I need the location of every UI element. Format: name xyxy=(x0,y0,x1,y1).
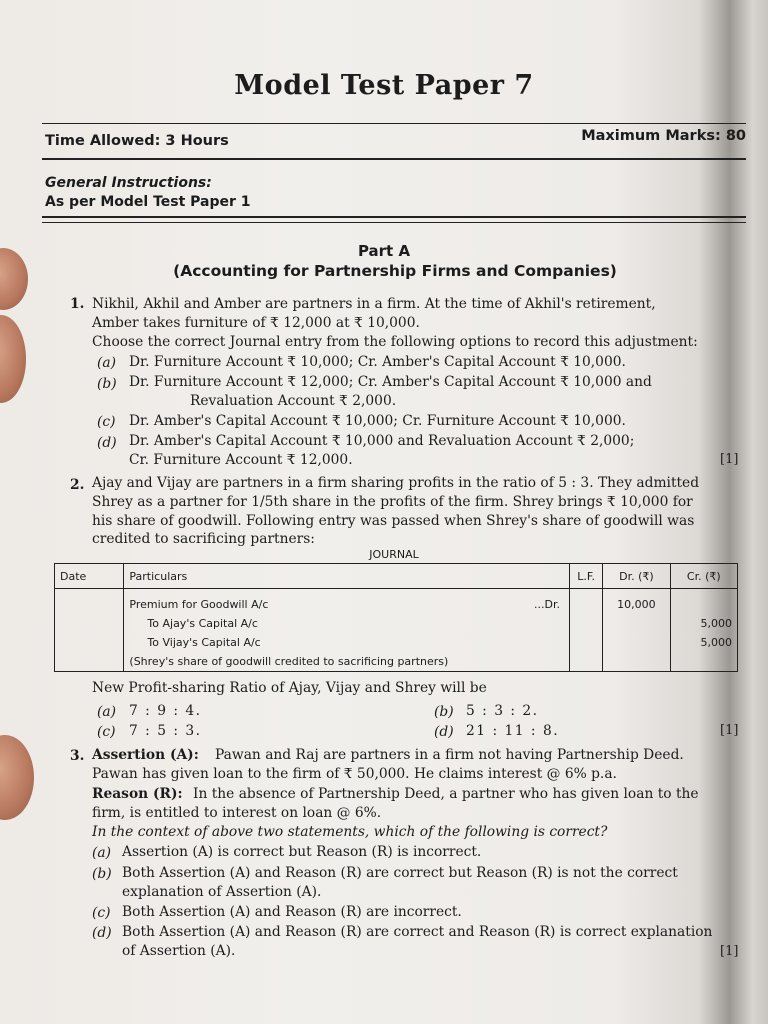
page-title: Model Test Paper 7 xyxy=(234,70,534,101)
finger-middle xyxy=(0,315,26,403)
journal-lf-cell xyxy=(570,589,603,672)
q3-option-b-label: (b) xyxy=(92,866,112,882)
q1-marks: [1] xyxy=(720,452,739,467)
q3-option-c: Both Assertion (A) and Reason (R) are incorrect. xyxy=(122,904,462,920)
q2-option-a: 7 : 9 : 4. xyxy=(129,703,202,719)
q3-number: 3. xyxy=(70,748,85,764)
q2-option-b: 5 : 3 : 2. xyxy=(466,703,539,719)
q1-option-b: Dr. Furniture Account ₹ 12,000; Cr. Amber's Capital Account ₹ 10,000 and xyxy=(129,374,652,390)
q1-option-d-label: (d) xyxy=(97,435,117,451)
q2-line: credited to sacrificing partners: xyxy=(92,531,315,547)
q3-assertion-label: Assertion (A): xyxy=(92,747,199,763)
q3-option-b: explanation of Assertion (A). xyxy=(122,884,322,900)
divider xyxy=(42,123,746,124)
q1-option-b-label: (b) xyxy=(97,376,117,392)
divider xyxy=(42,216,746,218)
q3-option-a-label: (a) xyxy=(92,845,111,861)
q1-option-c-label: (c) xyxy=(97,414,116,430)
part-label: Part A xyxy=(357,242,411,260)
q2-option-d-label: (d) xyxy=(434,724,454,740)
q2-option-c-label: (c) xyxy=(97,724,116,740)
general-instructions-label: General Instructions: xyxy=(45,175,212,191)
q3-assertion-line: Pawan has given loan to the firm of ₹ 50,000. He claims interest @ 6% p.a. xyxy=(92,766,617,782)
journal-cr-amount: 5,000 xyxy=(700,617,732,630)
journal-narration: (Shrey's share of goodwill credited to sacrificing partners) xyxy=(129,655,449,668)
q2-option-b-label: (b) xyxy=(434,704,454,720)
journal-caption: JOURNAL xyxy=(369,548,419,561)
q1-option-b: Revaluation Account ₹ 2,000. xyxy=(190,393,397,409)
journal-header-dr: Dr. (₹) xyxy=(603,564,670,589)
q3-option-d: Both Assertion (A) and Reason (R) are correct and Reason (R) is correct explanation xyxy=(122,924,713,940)
q2-option-a-label: (a) xyxy=(97,704,116,720)
journal-header-lf: L.F. xyxy=(570,564,603,589)
journal-entry-row xyxy=(55,589,738,672)
q2-line: Shrey as a partner for 1/5th share in the profits of the firm. Shrey brings ₹ 10,000 for xyxy=(92,494,693,510)
q3-marks: [1] xyxy=(720,944,739,959)
finger-bottom xyxy=(0,735,34,820)
q2-line: his share of goodwill. Following entry was passed when Shrey's share of goodwill was xyxy=(92,513,695,529)
q1-option-d: Dr. Amber's Capital Account ₹ 10,000 and Revaluation Account ₹ 2,000; xyxy=(129,433,635,449)
q2-marks: [1] xyxy=(720,723,739,738)
q1-option-c: Dr. Amber's Capital Account ₹ 10,000; Cr. Furniture Account ₹ 10,000. xyxy=(129,413,626,429)
journal-credit-account: To Vijay's Capital A/c xyxy=(147,636,261,649)
journal-table xyxy=(54,563,738,672)
q3-assertion-line: Pawan and Raj are partners in a firm not having Partnership Deed. xyxy=(215,747,684,763)
q2-option-c: 7 : 5 : 3. xyxy=(129,723,202,739)
q2-number: 2. xyxy=(70,477,85,493)
q2-line: Ajay and Vijay are partners in a firm sharing profits in the ratio of 5 : 3. They admitted xyxy=(92,475,700,491)
q1-number: 1. xyxy=(70,296,85,312)
journal-header-cr: Cr. (₹) xyxy=(670,564,737,589)
journal-cr-cell xyxy=(670,589,737,672)
q3-option-d-label: (d) xyxy=(92,925,112,941)
q3-option-c-label: (c) xyxy=(92,905,111,921)
journal-credit-account: To Ajay's Capital A/c xyxy=(147,617,258,630)
journal-dr-cell xyxy=(603,589,670,672)
q1-line: Choose the correct Journal entry from the following options to record this adjustment: xyxy=(92,334,698,350)
q3-reason-label: Reason (R): xyxy=(92,786,183,802)
q1-option-d: Cr. Furniture Account ₹ 12,000. xyxy=(129,452,353,468)
q3-reason-line: In the absence of Partnership Deed, a partner who has given loan to the xyxy=(193,786,699,802)
divider xyxy=(42,158,746,160)
q1-option-a: Dr. Furniture Account ₹ 10,000; Cr. Amber's Capital Account ₹ 10,000. xyxy=(129,354,626,370)
q3-option-b: Both Assertion (A) and Reason (R) are correct but Reason (R) is not the correct xyxy=(122,865,678,881)
journal-header-particulars: Particulars xyxy=(124,564,570,589)
maximum-marks: Maximum Marks: 80 xyxy=(581,128,746,144)
journal-date-cell xyxy=(55,589,124,672)
journal-header-row xyxy=(55,564,738,589)
journal-dr-suffix: ...Dr. xyxy=(534,598,561,611)
journal-dr-amount: 10,000 xyxy=(617,598,656,611)
journal-cr-amount: 5,000 xyxy=(700,636,732,649)
q2-option-d: 21 : 11 : 8. xyxy=(466,723,560,739)
q1-line: Amber takes furniture of ₹ 12,000 at ₹ 10,000. xyxy=(92,315,420,331)
q3-option-d: of Assertion (A). xyxy=(122,943,236,959)
time-allowed: Time Allowed: 3 Hours xyxy=(45,133,229,149)
q1-option-a-label: (a) xyxy=(97,355,116,371)
journal-debit-account: Premium for Goodwill A/c xyxy=(129,598,269,611)
divider xyxy=(42,222,746,223)
general-instructions-text: As per Model Test Paper 1 xyxy=(45,194,251,210)
q2-question: New Profit-sharing Ratio of Ajay, Vijay and Shrey will be xyxy=(92,680,487,696)
part-subtitle: (Accounting for Partnership Firms and Companies) xyxy=(173,262,617,280)
q3-prompt: In the context of above two statements, which of the following is correct? xyxy=(92,824,608,840)
journal-particulars-cell xyxy=(124,589,570,672)
q3-option-a: Assertion (A) is correct but Reason (R) is incorrect. xyxy=(122,844,482,860)
q1-line: Nikhil, Akhil and Amber are partners in a firm. At the time of Akhil's retirement, xyxy=(92,296,656,312)
q3-reason-line: firm, is entitled to interest on loan @ 6%. xyxy=(92,805,382,821)
journal-header-date: Date xyxy=(55,564,124,589)
